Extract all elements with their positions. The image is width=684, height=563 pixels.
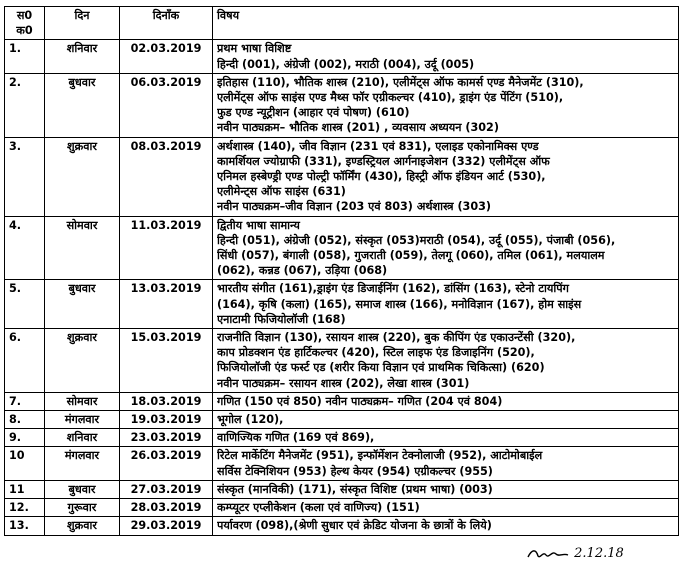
row-date: 11.03.2019 xyxy=(120,216,213,280)
row-subjects xyxy=(213,429,679,447)
row-day: बुधवार xyxy=(45,280,120,329)
row-day: शुक्रवार xyxy=(45,329,120,393)
table-row xyxy=(5,280,679,329)
row-date: 02.03.2019 xyxy=(120,40,213,73)
subject-line: द्वितीय भाषा सामान्य xyxy=(217,218,300,232)
row-date: 08.03.2019 xyxy=(120,137,213,216)
table-row xyxy=(5,517,679,535)
signature-scribble-icon xyxy=(526,547,570,561)
row-serial: 3. xyxy=(5,137,45,216)
row-date: 28.03.2019 xyxy=(120,499,213,517)
row-day: शनिवार xyxy=(45,429,120,447)
subject-line: अर्थशास्त्र (140), जीव विज्ञान (231 एवं 831), एलाइड एकोनामिक्स एण्ड xyxy=(217,139,539,153)
table-row xyxy=(5,499,679,517)
subject-line: हिन्दी (001), अंग्रेजी (002), मराठी (004), उर्दू (005) xyxy=(217,57,475,71)
row-serial: 5. xyxy=(5,280,45,329)
subject-line: एनाटामी फिजियोलॉजी (168) xyxy=(217,312,346,326)
subject-line: नवीन पाठ्यक्रम– रसायन शास्त्र (202), लेखा शास्त्र (301) xyxy=(217,376,470,390)
subject-line: रिटेल मार्केटिंग मैनेजमेंट (951), इन्फॉर्मेशन टेक्नोलाजी (952), आटोमोबाईल xyxy=(217,449,543,463)
subject-line: नवीन पाठ्यक्रम– भौतिक शास्त्र (201) , व्यवसाय अध्ययन (302) xyxy=(217,121,499,135)
row-subjects xyxy=(213,329,679,393)
row-day: सोमवार xyxy=(45,392,120,410)
subject-line: संस्कृत (मानविकी) (171), संस्कृत विशिष्ट (प्रथम भाषा) (003) xyxy=(217,482,493,496)
row-date: 27.03.2019 xyxy=(120,480,213,498)
row-serial: 11 xyxy=(5,480,45,498)
row-day: मंगलवार xyxy=(45,411,120,429)
row-subjects xyxy=(213,480,679,498)
row-subjects xyxy=(213,411,679,429)
row-day: बुधवार xyxy=(45,73,120,137)
header-day: दिन xyxy=(45,7,120,40)
signature-date: 2.12.18 xyxy=(574,546,624,561)
row-subjects xyxy=(213,392,679,410)
subject-line: फिजियोलॉजी एंड फर्स्ट एड (शरीर किया विज्ञान एवं प्राथमिक चिकित्सा) (620) xyxy=(217,361,545,375)
row-date: 23.03.2019 xyxy=(120,429,213,447)
table-row xyxy=(5,137,679,216)
subject-line: कामर्शियल ज्योग्राफी (331), इण्डस्ट्रियल आर्गनाइजेशन (332) एलीमेंट्स ऑफ xyxy=(217,154,550,168)
table-row xyxy=(5,73,679,137)
row-serial: 9. xyxy=(5,429,45,447)
header-serial: स0 क0 xyxy=(5,7,45,40)
row-date: 15.03.2019 xyxy=(120,329,213,393)
exam-schedule-table xyxy=(4,6,679,536)
subject-line: कम्प्यूटर एप्लीकेशन (कला एवं वाणिज्य) (151) xyxy=(217,501,420,515)
row-subjects xyxy=(213,40,679,73)
table-row xyxy=(5,216,679,280)
row-day: मंगलवार xyxy=(45,447,120,480)
row-day: गुरूवार xyxy=(45,499,120,517)
header-subject: विषय xyxy=(213,7,679,40)
table-row xyxy=(5,411,679,429)
row-serial: 2. xyxy=(5,73,45,137)
row-day: शुक्रवार xyxy=(45,517,120,535)
row-serial: 7. xyxy=(5,392,45,410)
schedule-rows xyxy=(5,40,679,535)
subject-line: प्रथम भाषा विशिष्ट xyxy=(217,42,292,56)
row-subjects xyxy=(213,499,679,517)
subject-line: एलीमेन्ट्स ऑफ साइंस (631) xyxy=(217,185,346,199)
row-serial: 1. xyxy=(5,40,45,73)
row-subjects xyxy=(213,73,679,137)
subject-line: एनिमल हस्बेण्ड्री एण्ड पोल्ट्री फॉर्मिंग (430), हिस्ट्री ऑफ इंडियन आर्ट (530), xyxy=(217,170,546,184)
subject-line: एलीमेंट्स ऑफ साइंस एण्ड मैथ्स फॉर एग्रीकल्चर (410), ड्राइंग एंड पेंटिंग (510), xyxy=(217,91,564,105)
table-row xyxy=(5,392,679,410)
row-subjects xyxy=(213,216,679,280)
row-serial: 6. xyxy=(5,329,45,393)
row-serial: 4. xyxy=(5,216,45,280)
row-serial: 12. xyxy=(5,499,45,517)
row-subjects xyxy=(213,280,679,329)
subject-line: सिंधी (057), बंगाली (058), गुजराती (059), तेलगू (060), तमिल (061), मलयालम xyxy=(217,249,605,263)
subject-line: नवीन पाठ्यक्रम–जीव विज्ञान (203 एवं 803) अर्थशास्त्र (303) xyxy=(217,200,492,214)
table-row xyxy=(5,447,679,480)
subject-line: इतिहास (110), भौतिक शास्त्र (210), एलीमेंट्स ऑफ कामर्स एण्ड मैनेजमेंट (310), xyxy=(217,75,584,89)
row-subjects xyxy=(213,517,679,535)
row-day: सोमवार xyxy=(45,216,120,280)
row-date: 13.03.2019 xyxy=(120,280,213,329)
subject-line: वाणिज्यिक गणित (169 एवं 869), xyxy=(217,431,375,445)
row-day: शनिवार xyxy=(45,40,120,73)
row-date: 26.03.2019 xyxy=(120,447,213,480)
row-subjects xyxy=(213,137,679,216)
subject-line: भूगोल (120), xyxy=(217,413,284,427)
row-subjects xyxy=(213,447,679,480)
row-serial: 10 xyxy=(5,447,45,480)
row-date: 29.03.2019 xyxy=(120,517,213,535)
subject-line: सर्विस टेक्निशियन (953) हेल्थ केयर (954) एग्रीकल्चर (955) xyxy=(217,464,493,478)
subject-line: (062), कन्नड (067), उड़िया (068) xyxy=(217,264,388,278)
table-header-row xyxy=(5,7,679,40)
subject-line: फुड एण्ड न्यूट्रीशन (आहार एवं पोषण) (610) xyxy=(217,106,410,120)
row-date: 18.03.2019 xyxy=(120,392,213,410)
header-date: दिनाँक xyxy=(120,7,213,40)
row-day: बुधवार xyxy=(45,480,120,498)
subject-line: (164), कृषि (कला) (165), समाज शास्त्र (166), मनोविज्ञान (167), होम साइंस xyxy=(217,297,582,311)
subject-line: राजनीति विज्ञान (130), रसायन शास्त्र (220), बुक कीपिंग एंड एकाउन्टेंसी (320), xyxy=(217,331,576,345)
table-row xyxy=(5,40,679,73)
row-day: शुक्रवार xyxy=(45,137,120,216)
table-row xyxy=(5,429,679,447)
table-row xyxy=(5,329,679,393)
row-serial: 8. xyxy=(5,411,45,429)
subject-line: हिन्दी (051), अंग्रेजी (052), संस्कृत (053)मराठी (054), उर्दू (055), पंजाबी (056), xyxy=(217,233,616,247)
row-serial: 13. xyxy=(5,517,45,535)
subject-line: पर्यावरण (098),(श्रेणी सुधार एवं क्रेडिट योजना के छात्रों के लिये) xyxy=(217,519,492,533)
table-row xyxy=(5,480,679,498)
signature xyxy=(526,546,624,561)
row-date: 19.03.2019 xyxy=(120,411,213,429)
subject-line: गणित (150 एवं 850) नवीन पाठ्यक्रम– गणित (204 एवं 804) xyxy=(217,394,503,408)
subject-line: भारतीय संगीत (161),ड्राइंग एंड डिजाईनिंग (162), डांसिंग (163), स्टेनो टायपिंग xyxy=(217,282,569,296)
row-date: 06.03.2019 xyxy=(120,73,213,137)
subject-line: काप प्रोडक्शन एंड हार्टिकल्चर (420), स्टिल लाइफ एंड डिजाइनिंग (520), xyxy=(217,346,535,360)
